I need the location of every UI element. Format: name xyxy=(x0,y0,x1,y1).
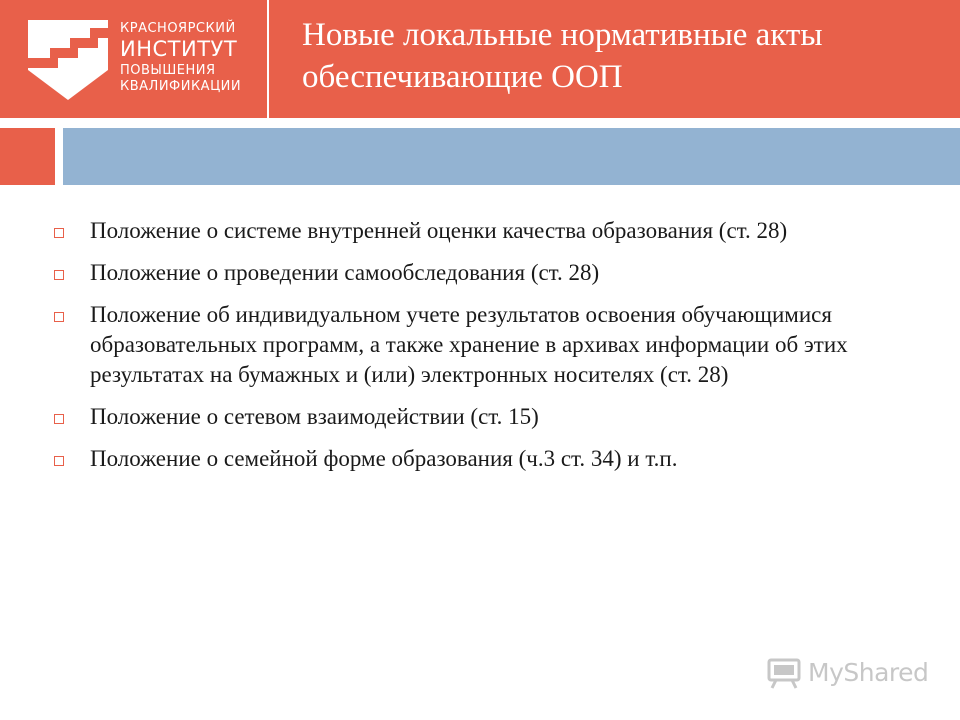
slide-header xyxy=(0,0,960,118)
square-bullet-icon xyxy=(54,456,64,466)
projector-board-icon xyxy=(766,654,802,690)
logo-text xyxy=(120,22,241,93)
list-item-text: Положение о проведении самообследования (ст. 28) xyxy=(90,260,600,285)
myshared-watermark xyxy=(766,654,936,694)
slide-title xyxy=(302,14,942,98)
logo-line-1: КРАСНОЯРСКИЙ xyxy=(120,21,236,36)
list-item xyxy=(50,216,940,246)
logo-line-4: КВАЛИФИКАЦИИ xyxy=(120,79,242,94)
list-item xyxy=(50,444,940,474)
list-item xyxy=(50,258,940,288)
slide-title-line-2: обеспечивающие ООП xyxy=(302,59,623,95)
list-item-text: Положение о семейной форме образования (ч.3 ст. 34) и т.п. xyxy=(90,446,678,471)
square-bullet-icon xyxy=(54,228,64,238)
list-item xyxy=(50,300,940,390)
square-bullet-icon xyxy=(54,270,64,280)
institute-logo xyxy=(24,12,264,106)
list-item-text: Положение о сетевом взаимодействии (ст. 15) xyxy=(90,404,539,429)
logo-shield-icon xyxy=(24,12,112,106)
square-bullet-icon xyxy=(54,414,64,424)
list-item-text: Положение о системе внутренней оценки качества образования (ст. 28) xyxy=(90,218,788,243)
list-item-text: Положение об индивидуальном учете результатов освоения обучающимися образовательных программ, а также хранение в архивах информации об этих результатах на бумажных и (или) электронных носителях (ст. 28) xyxy=(90,302,848,387)
accent-band xyxy=(63,128,960,185)
accent-block xyxy=(0,128,55,185)
logo-line-2: ИНСТИТУТ xyxy=(120,37,238,61)
list-item xyxy=(50,402,940,432)
header-divider xyxy=(267,0,269,118)
square-bullet-icon xyxy=(54,312,64,322)
watermark-text: MyShared xyxy=(808,658,929,687)
slide-title-line-1: Новые локальные нормативные акты xyxy=(302,17,823,53)
bullet-list xyxy=(50,216,940,486)
logo-line-3: ПОВЫШЕНИЯ xyxy=(120,63,216,78)
